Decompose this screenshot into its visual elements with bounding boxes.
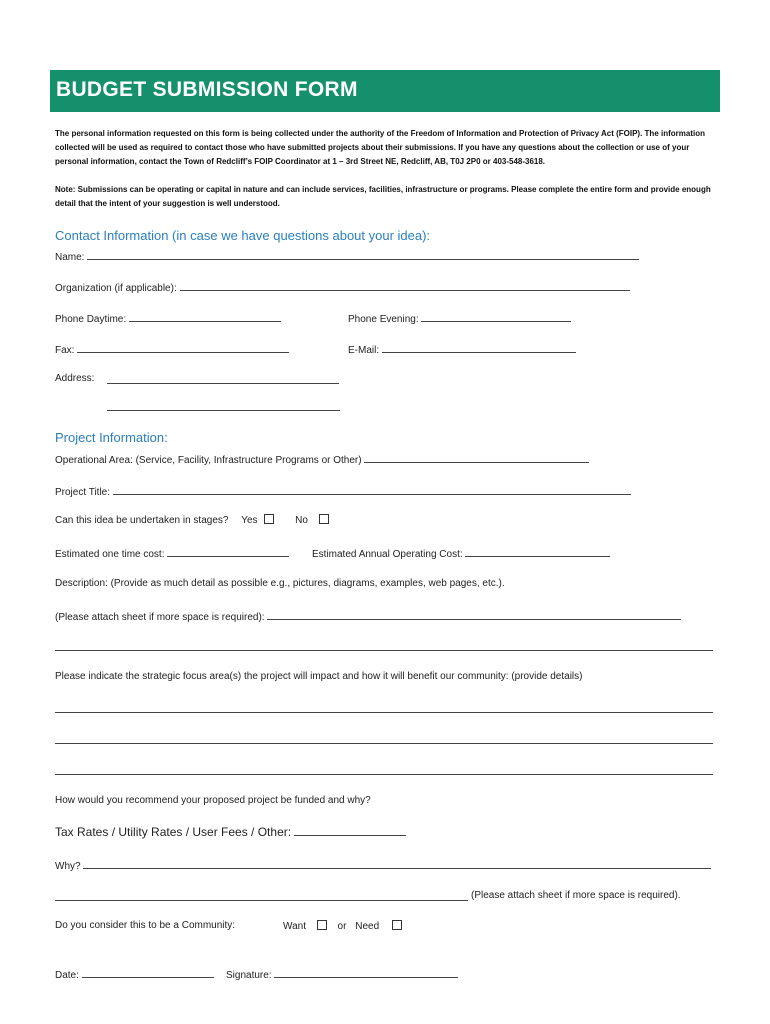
community-question: Do you consider this to be a Community:: [55, 920, 236, 931]
date-field[interactable]: [82, 967, 214, 978]
operational-area-label: Operational Area: (Service, Facility, Infrastructure Programs or Other): [55, 455, 362, 466]
strategic-field-line-3[interactable]: [55, 774, 713, 775]
phone-daytime-label: Phone Daytime:: [55, 314, 127, 325]
signature-label: Signature:: [226, 970, 272, 981]
or-label: or: [337, 921, 347, 932]
form-title-banner: [50, 70, 720, 112]
one-time-cost-label: Estimated one time cost:: [55, 549, 165, 560]
project-heading: Project Information:: [55, 430, 168, 445]
stages-question: Can this idea be undertaken in stages?: [55, 515, 229, 526]
want-need-row: [283, 920, 402, 932]
organization-row: [55, 280, 630, 294]
phone-daytime-row: [55, 311, 281, 325]
name-label: Name:: [55, 252, 85, 263]
submission-note: Note: Submissions can be operating or capital in nature and can include services, facilities, infrastructure or programs. Please complete the entire form and provide enough detail that the intent of your suggestion is well understood.: [55, 185, 711, 208]
description-attach-label: (Please attach sheet if more space is required):: [55, 612, 265, 623]
organization-field[interactable]: [180, 280, 630, 291]
date-label: Date:: [55, 970, 79, 981]
phone-daytime-field[interactable]: [129, 311, 281, 322]
funding-options-row: [55, 825, 406, 839]
stages-yes-label: Yes: [241, 515, 258, 526]
description-attach-row: [55, 609, 681, 623]
description-field-line-2[interactable]: [55, 650, 713, 651]
funding-question: How would you recommend your proposed project be funded and why?: [55, 795, 371, 806]
description-field[interactable]: [267, 609, 681, 620]
strategic-field-line-2[interactable]: [55, 743, 713, 744]
stages-row: [55, 514, 329, 526]
privacy-notice: The personal information requested on this form is being collected under the authority of the Freedom of Information and Protection of Privacy Act (FOIP). The information collected will be used as required to contact those who have submitted projects about their submissions. If you have any questions about the collection or use of your personal information, contact the Town of Redcliff’s FOIP Coordinator at 1 – 3rd Street NE, Redcliff, AB, T0J 2P0 or 403-548-3618.: [55, 129, 705, 166]
description-label: Description: (Provide as much detail as possible e.g., pictures, diagrams, examples, web pages, etc.).: [55, 578, 505, 589]
stages-no-label: No: [295, 515, 308, 526]
project-title-row: [55, 484, 631, 498]
need-checkbox[interactable]: [392, 920, 402, 930]
name-field[interactable]: [87, 249, 639, 260]
address-field-line-1[interactable]: [107, 383, 339, 384]
why-attach-note: (Please attach sheet if more space is required).: [471, 890, 681, 901]
want-label: Want: [283, 921, 306, 932]
name-row: [55, 249, 639, 263]
email-row: [348, 342, 576, 356]
annual-cost-label: Estimated Annual Operating Cost:: [312, 549, 463, 560]
one-time-cost-row: [55, 546, 289, 560]
contact-heading: Contact Information (in case we have questions about your idea):: [55, 228, 431, 243]
operational-area-field[interactable]: [364, 452, 589, 463]
phone-evening-label: Phone Evening:: [348, 314, 419, 325]
strategic-field-line-1[interactable]: [55, 712, 713, 713]
page-title: BUDGET SUBMISSION FORM: [56, 78, 358, 101]
operational-area-row: [55, 452, 589, 466]
fax-row: [55, 342, 289, 356]
need-label: Need: [355, 921, 380, 932]
funding-options-label: Tax Rates / Utility Rates / User Fees / Other:: [55, 825, 292, 839]
email-label: E-Mail:: [348, 345, 380, 356]
fax-label: Fax:: [55, 345, 75, 356]
annual-cost-row: [312, 546, 610, 560]
strategic-focus-label: Please indicate the strategic focus area(s) the project will impact and how it will benefit our community: (provide details): [55, 671, 583, 682]
organization-label: Organization (if applicable):: [55, 283, 177, 294]
one-time-cost-field[interactable]: [167, 546, 289, 557]
fax-field[interactable]: [77, 342, 289, 353]
address-row: [55, 373, 94, 384]
annual-cost-field[interactable]: [465, 546, 610, 557]
date-row: [55, 967, 214, 981]
email-field[interactable]: [382, 342, 576, 353]
stages-no-checkbox[interactable]: [319, 514, 329, 524]
why-field-line-2[interactable]: [55, 900, 468, 901]
want-checkbox[interactable]: [317, 920, 327, 930]
funding-options-field[interactable]: [294, 825, 406, 836]
signature-row: [226, 967, 458, 981]
signature-field[interactable]: [274, 967, 458, 978]
address-label: Address:: [55, 373, 95, 384]
phone-evening-field[interactable]: [421, 311, 571, 322]
project-title-label: Project Title:: [55, 487, 111, 498]
address-field-line-2[interactable]: [107, 410, 340, 411]
stages-yes-checkbox[interactable]: [264, 514, 274, 524]
why-label: Why?: [55, 861, 81, 872]
phone-evening-row: [348, 311, 571, 325]
why-row: [55, 858, 711, 872]
why-field[interactable]: [83, 858, 711, 869]
project-title-field[interactable]: [113, 484, 631, 495]
